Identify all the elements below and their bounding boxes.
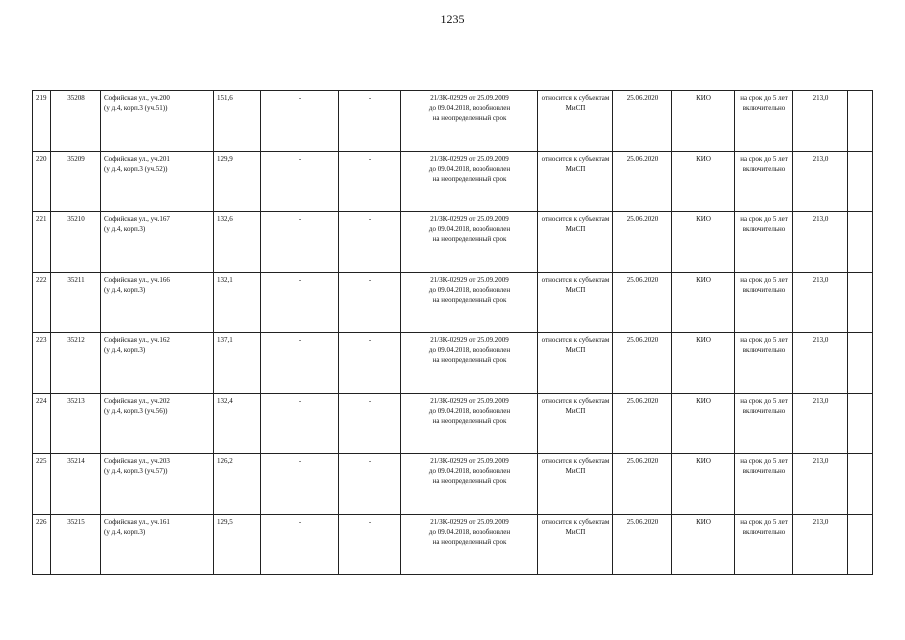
empty-dash-cell [339, 454, 401, 515]
contract-cell [401, 91, 538, 152]
blank-cell [848, 272, 873, 333]
term-cell [735, 393, 793, 454]
address-text: Софийская ул., уч.167 (у д.4, корп.3) [104, 215, 170, 233]
blank-cell [848, 91, 873, 152]
area-text: 132,4 [217, 396, 233, 405]
empty-dash-text: - [298, 336, 302, 344]
row-number-cell [33, 272, 51, 333]
object-code-text: 35214 [67, 457, 85, 465]
organization-text: КИО [696, 457, 711, 465]
empty-dash-text: - [298, 457, 302, 465]
empty-dash-cell [261, 333, 339, 394]
object-code-cell [51, 514, 101, 575]
blank-cell [848, 393, 873, 454]
contract-text: 21/ЗК-02929 от 25.09.2009 до 09.04.2018, возобновлен на неопределенный срок [428, 275, 511, 304]
empty-dash-cell [339, 272, 401, 333]
blank-cell [848, 333, 873, 394]
address-cell [101, 272, 214, 333]
object-code-text: 35212 [67, 336, 85, 344]
date-text: 25.06.2020 [626, 154, 659, 163]
empty-dash-text: - [368, 94, 372, 102]
area-cell [214, 514, 261, 575]
empty-dash-text: - [368, 154, 372, 163]
term-cell [735, 91, 793, 152]
object-code-cell [51, 393, 101, 454]
area-cell [214, 333, 261, 394]
empty-dash-text: - [368, 275, 372, 284]
address-cell [101, 514, 214, 575]
value-cell [793, 393, 848, 454]
organization-text: КИО [696, 215, 711, 223]
category-text: относится к субъектам МиСП [541, 94, 610, 112]
empty-dash-cell [261, 272, 339, 333]
table-row [33, 151, 873, 212]
date-text: 25.06.2020 [626, 215, 659, 223]
value-cell [793, 454, 848, 515]
date-text: 25.06.2020 [626, 457, 659, 465]
row-number-text: 219 [36, 94, 47, 102]
category-text: относится к субъектам МиСП [541, 154, 610, 173]
date-cell [613, 333, 672, 394]
date-cell [613, 514, 672, 575]
object-code-cell [51, 212, 101, 273]
date-text: 25.06.2020 [626, 275, 659, 284]
empty-dash-text: - [368, 517, 372, 526]
blank-cell [848, 212, 873, 273]
area-cell [214, 212, 261, 273]
value-cell [793, 272, 848, 333]
register-table [32, 90, 873, 575]
table-row [33, 212, 873, 273]
address-cell [101, 151, 214, 212]
area-cell [214, 393, 261, 454]
value-cell [793, 91, 848, 152]
term-cell [735, 454, 793, 515]
empty-dash-text: - [368, 457, 372, 465]
address-cell [101, 91, 214, 152]
value-text: 213,0 [812, 517, 829, 526]
organization-text: КИО [696, 275, 711, 284]
area-cell [214, 91, 261, 152]
value-text: 213,0 [812, 336, 829, 344]
address-text: Софийская ул., уч.200 (у д.4, корп.3 (уч.51)) [104, 94, 170, 112]
category-cell [538, 91, 613, 152]
empty-dash-text: - [298, 94, 302, 102]
area-text: 126,2 [217, 457, 233, 465]
empty-dash-text: - [368, 336, 372, 344]
object-code-text: 35213 [67, 396, 85, 405]
organization-text: КИО [696, 94, 711, 102]
term-text: на срок до 5 лет включительно [740, 215, 788, 233]
value-cell [793, 151, 848, 212]
date-cell [613, 212, 672, 273]
object-code-cell [51, 454, 101, 515]
empty-dash-cell [339, 333, 401, 394]
organization-text: КИО [696, 154, 711, 163]
category-cell [538, 333, 613, 394]
table-row [33, 333, 873, 394]
date-cell [613, 454, 672, 515]
table-row [33, 91, 873, 152]
empty-dash-cell [261, 393, 339, 454]
area-text: 129,5 [217, 517, 233, 526]
contract-text: 21/ЗК-02929 от 25.09.2009 до 09.04.2018, возобновлен на неопределенный срок [428, 336, 511, 364]
contract-cell [401, 151, 538, 212]
area-cell [214, 454, 261, 515]
address-cell [101, 212, 214, 273]
address-text: Софийская ул., уч.166 (у д.4, корп.3) [104, 275, 170, 294]
object-code-cell [51, 333, 101, 394]
category-cell [538, 393, 613, 454]
empty-dash-cell [261, 514, 339, 575]
empty-dash-cell [339, 212, 401, 273]
area-text: 132,1 [217, 275, 233, 284]
empty-dash-text: - [298, 154, 302, 163]
category-cell [538, 514, 613, 575]
area-cell [214, 272, 261, 333]
blank-cell [848, 514, 873, 575]
organization-text: КИО [696, 336, 711, 344]
row-number-text: 221 [36, 215, 47, 223]
organization-cell [672, 272, 735, 333]
organization-cell [672, 151, 735, 212]
address-text: Софийская ул., уч.162 (у д.4, корп.3) [104, 336, 170, 354]
organization-cell [672, 393, 735, 454]
contract-text: 21/ЗК-02929 от 25.09.2009 до 09.04.2018, возобновлен на неопределенный срок [428, 517, 511, 546]
organization-cell [672, 333, 735, 394]
contract-text: 21/ЗК-02929 от 25.09.2009 до 09.04.2018, возобновлен на неопределенный срок [428, 457, 511, 485]
term-cell [735, 212, 793, 273]
empty-dash-text: - [298, 396, 302, 405]
empty-dash-cell [339, 91, 401, 152]
row-number-cell [33, 151, 51, 212]
row-number-text: 226 [36, 517, 47, 526]
empty-dash-cell [339, 393, 401, 454]
contract-cell [401, 272, 538, 333]
term-text: на срок до 5 лет включительно [740, 517, 788, 536]
term-text: на срок до 5 лет включительно [740, 275, 788, 294]
address-cell [101, 393, 214, 454]
value-cell [793, 333, 848, 394]
object-code-text: 35211 [67, 275, 85, 284]
empty-dash-text: - [368, 396, 372, 405]
empty-dash-text: - [298, 215, 302, 223]
value-text: 213,0 [812, 215, 829, 223]
contract-cell [401, 333, 538, 394]
empty-dash-cell [261, 212, 339, 273]
empty-dash-cell [261, 454, 339, 515]
area-text: 132,6 [217, 215, 233, 223]
row-number-text: 223 [36, 336, 47, 344]
object-code-text: 35209 [67, 154, 85, 163]
contract-text: 21/ЗК-02929 от 25.09.2009 до 09.04.2018, возобновлен на неопределенный срок [428, 396, 511, 425]
empty-dash-cell [261, 91, 339, 152]
contract-text: 21/ЗК-02929 от 25.09.2009 до 09.04.2018, возобновлен на неопределенный срок [428, 94, 511, 122]
object-code-cell [51, 272, 101, 333]
category-text: относится к субъектам МиСП [541, 396, 610, 415]
organization-cell [672, 212, 735, 273]
category-cell [538, 212, 613, 273]
term-text: на срок до 5 лет включительно [740, 336, 788, 354]
contract-text: 21/ЗК-02929 от 25.09.2009 до 09.04.2018, возобновлен на неопределенный срок [428, 154, 511, 183]
empty-dash-cell [339, 151, 401, 212]
term-text: на срок до 5 лет включительно [740, 94, 788, 112]
row-number-cell [33, 212, 51, 273]
term-cell [735, 272, 793, 333]
category-text: относится к субъектам МиСП [541, 275, 610, 294]
contract-cell [401, 393, 538, 454]
address-text: Софийская ул., уч.201 (у д.4, корп.3 (уч.52)) [104, 154, 170, 173]
object-code-text: 35208 [67, 94, 85, 102]
category-text: относится к субъектам МиСП [541, 215, 610, 233]
term-cell [735, 151, 793, 212]
date-cell [613, 151, 672, 212]
table-body [33, 91, 873, 575]
date-cell [613, 393, 672, 454]
organization-text: КИО [696, 396, 711, 405]
address-cell [101, 333, 214, 394]
date-text: 25.06.2020 [626, 396, 659, 405]
row-number-cell [33, 333, 51, 394]
table-row [33, 393, 873, 454]
object-code-cell [51, 151, 101, 212]
contract-text: 21/ЗК-02929 от 25.09.2009 до 09.04.2018, возобновлен на неопределенный срок [428, 215, 511, 243]
term-text: на срок до 5 лет включительно [740, 457, 788, 475]
value-text: 213,0 [812, 396, 829, 405]
row-number-text: 220 [36, 154, 47, 163]
contract-cell [401, 514, 538, 575]
date-text: 25.06.2020 [626, 336, 659, 344]
empty-dash-cell [339, 514, 401, 575]
address-text: Софийская ул., уч.203 (у д.4, корп.3 (уч.57)) [104, 457, 170, 475]
empty-dash-text: - [298, 517, 302, 526]
area-text: 151,6 [217, 94, 233, 102]
category-cell [538, 272, 613, 333]
row-number-text: 224 [36, 396, 47, 405]
object-code-text: 35210 [67, 215, 85, 223]
category-text: относится к субъектам МиСП [541, 336, 610, 354]
category-text: относится к субъектам МиСП [541, 457, 610, 475]
value-text: 213,0 [812, 94, 829, 102]
blank-cell [848, 151, 873, 212]
organization-text: КИО [696, 517, 711, 526]
table-row [33, 272, 873, 333]
empty-dash-text: - [298, 275, 302, 284]
object-code-text: 35215 [67, 517, 85, 526]
term-cell [735, 514, 793, 575]
value-text: 213,0 [812, 154, 829, 163]
date-cell [613, 91, 672, 152]
term-text: на срок до 5 лет включительно [740, 396, 788, 415]
area-cell [214, 151, 261, 212]
address-text: Софийская ул., уч.161 (у д.4, корп.3) [104, 517, 170, 536]
category-text: относится к субъектам МиСП [541, 517, 610, 536]
address-cell [101, 454, 214, 515]
contract-cell [401, 212, 538, 273]
page-number: 1235 [440, 12, 465, 26]
organization-cell [672, 514, 735, 575]
area-text: 129,9 [217, 154, 233, 163]
value-cell [793, 514, 848, 575]
empty-dash-cell [261, 151, 339, 212]
value-text: 213,0 [812, 457, 829, 465]
category-cell [538, 151, 613, 212]
term-text: на срок до 5 лет включительно [740, 154, 788, 173]
date-cell [613, 272, 672, 333]
contract-cell [401, 454, 538, 515]
category-cell [538, 454, 613, 515]
table-row [33, 514, 873, 575]
row-number-cell [33, 91, 51, 152]
row-number-cell [33, 454, 51, 515]
row-number-cell [33, 393, 51, 454]
empty-dash-text: - [368, 215, 372, 223]
term-cell [735, 333, 793, 394]
row-number-cell [33, 514, 51, 575]
blank-cell [848, 454, 873, 515]
date-text: 25.06.2020 [626, 517, 659, 526]
object-code-cell [51, 91, 101, 152]
value-text: 213,0 [812, 275, 829, 284]
row-number-text: 225 [36, 457, 47, 465]
row-number-text: 222 [36, 275, 47, 284]
organization-cell [672, 91, 735, 152]
organization-cell [672, 454, 735, 515]
date-text: 25.06.2020 [626, 94, 659, 102]
table-row [33, 454, 873, 515]
value-cell [793, 212, 848, 273]
address-text: Софийская ул., уч.202 (у д.4, корп.3 (уч.56)) [104, 396, 170, 415]
area-text: 137,1 [217, 336, 233, 344]
